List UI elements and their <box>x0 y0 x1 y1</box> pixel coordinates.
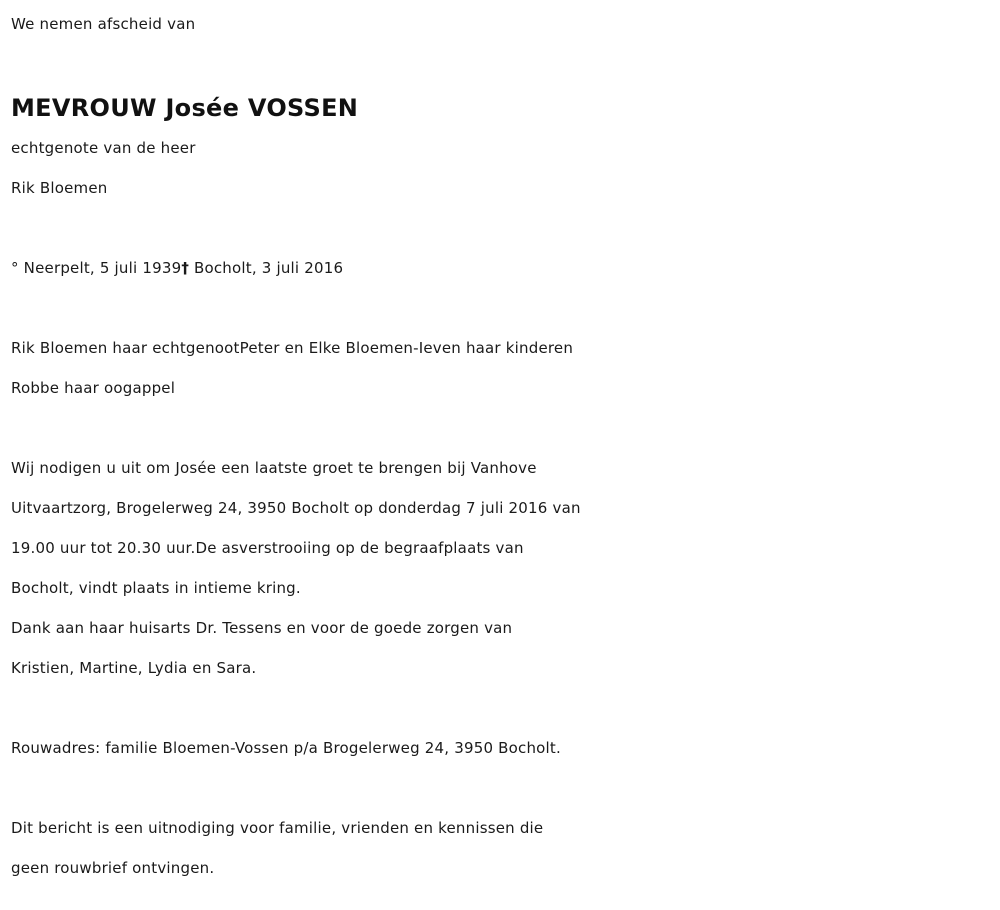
invitation-line: 19.00 uur tot 20.30 uur.De asverstrooiing op de begraafplaats van <box>11 539 524 557</box>
closing-line: Dit bericht is een uitnodiging voor familie, vrienden en kennissen die <box>11 819 544 837</box>
invitation-line: Bocholt, vindt plaats in intieme kring. <box>11 579 301 597</box>
obituary-notice <box>11 0 996 888</box>
spacer <box>11 408 996 448</box>
family-line: Rik Bloemen haar echtgenootPeter en Elke Bloemen-Ieven haar kinderen <box>11 339 574 357</box>
birth-death-line <box>11 248 996 288</box>
spacer <box>11 208 996 248</box>
spouse-relation: echtgenote van de heer <box>11 139 196 157</box>
invitation-line: Dank aan haar huisarts Dr. Tessens en voor de goede zorgen van <box>11 619 513 637</box>
invitation-line: Wij nodigen u uit om Josée een laatste groet te brengen bij Vanhove <box>11 459 537 477</box>
invitation-line: Uitvaartzorg, Brogelerweg 24, 3950 Bocholt op donderdag 7 juli 2016 van <box>11 499 581 517</box>
birth-text: ° Neerpelt, 5 juli 1939 <box>11 259 182 277</box>
death-text: Bocholt, 3 juli 2016 <box>189 259 344 277</box>
family-line: Robbe haar oogappel <box>11 379 176 397</box>
closing-line: geen rouwbrief ontvingen. <box>11 859 215 877</box>
deceased-name: MEVROUW Josée VOSSEN <box>11 94 359 122</box>
spouse-name: Rik Bloemen <box>11 179 108 197</box>
cross-icon: † <box>181 259 190 277</box>
mourning-address: Rouwadres: familie Bloemen-Vossen p/a Brogelerweg 24, 3950 Bocholt. <box>11 739 561 757</box>
invitation-line: Kristien, Martine, Lydia en Sara. <box>11 659 257 677</box>
spacer <box>11 768 996 808</box>
spacer <box>11 688 996 728</box>
spacer <box>11 288 996 328</box>
intro-text: We nemen afscheid van <box>11 15 196 33</box>
